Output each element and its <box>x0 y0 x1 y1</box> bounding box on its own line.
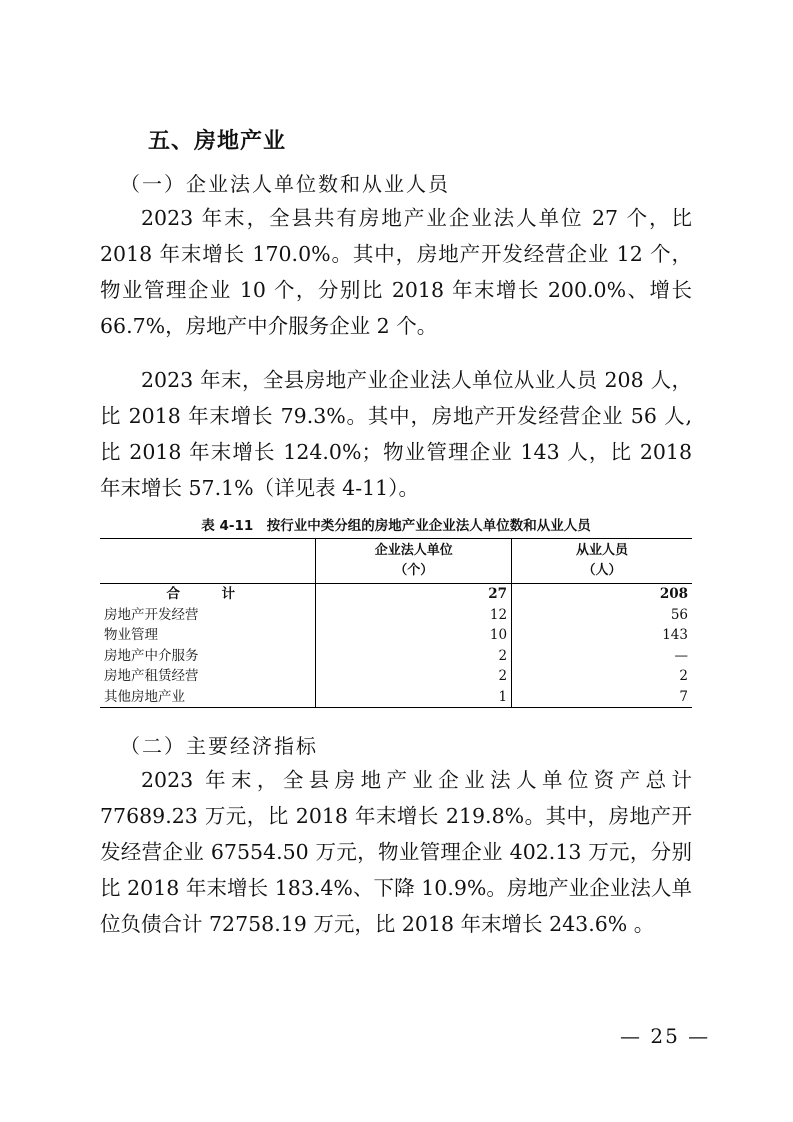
subsection-heading-2: （二）主要经济指标 <box>120 734 318 758</box>
row-units: 10 <box>316 625 512 646</box>
row-units: 2 <box>316 646 512 667</box>
row-label: 合 计 <box>166 586 249 602</box>
header-units-label: 企业法人单位 <box>374 543 453 558</box>
paragraph-3: 2023 年末，全县房地产业企业法人单位资产总计 77689.23 万元，比 2018 年末增长 219.8%。其中，房地产开发经营企业 67554.50 万元，物业管理企业 402.13 万元，分别比 2018 年末增长 183.4%、下降 10.9%。房地产业企业法人单位负债合计 72758.19 万元，比 2018 年末增长 243.6% 。 <box>100 768 692 936</box>
table-row <box>100 625 692 646</box>
row-label: 房地产开发经营 <box>104 606 199 623</box>
header-persons-unit: （人） <box>582 563 622 578</box>
table-header-row <box>100 539 692 584</box>
subsection-heading-1: （一）企业法人单位数和从业人员 <box>120 172 450 196</box>
paragraph-1: 2023 年末，全县共有房地产业企业法人单位 27 个，比 2018 年末增长 170.0%。其中，房地产开发经营企业 12 个，物业管理企业 10 个，分别比 2018 年末增长 200.0%、增长 66.7%，房地产中介服务企业 2 个。 <box>100 206 692 338</box>
page-number: — 25 — <box>620 1024 711 1048</box>
paragraph-2: 2023 年末，全县房地产业企业法人单位从业人员 208 人，比 2018 年末增长 79.3%。其中，房地产开发经营企业 56 人,比 2018 年末增长 124.0%；物业管理企业 143 人，比 2018 年末增长 57.1%（详见表 4-11）。 <box>100 368 692 500</box>
row-units: 2 <box>316 666 512 687</box>
table-row <box>100 646 692 667</box>
row-label: 其他房地产业 <box>100 687 316 708</box>
table-row <box>100 605 692 626</box>
row-persons: 208 <box>512 584 692 605</box>
stats-table <box>100 538 692 708</box>
table-row <box>100 666 692 687</box>
header-blank <box>100 539 316 584</box>
row-persons: 2 <box>512 666 692 687</box>
section-heading: 五、房地产业 <box>148 129 287 154</box>
row-label: 房地产租赁经营 <box>104 668 199 684</box>
row-label: 物业管理 <box>104 627 158 643</box>
table-caption: 表 4-11 按行业中类分组的房地产业企业法人单位数和从业人员 <box>201 518 591 534</box>
row-persons: 143 <box>512 625 692 646</box>
row-label: 房地产中介服务 <box>104 647 199 664</box>
row-units: 27 <box>316 584 512 605</box>
row-units: 12 <box>316 605 512 626</box>
row-persons: 56 <box>512 605 692 626</box>
header-persons <box>512 539 692 584</box>
table-row-total <box>100 584 692 605</box>
header-units <box>316 539 512 584</box>
header-persons-label: 从业人员 <box>576 543 629 558</box>
row-persons: — <box>512 646 692 667</box>
row-persons: 7 <box>512 687 692 708</box>
row-units: 1 <box>316 687 512 708</box>
table-row <box>100 687 692 708</box>
header-units-unit: （个） <box>394 563 434 578</box>
